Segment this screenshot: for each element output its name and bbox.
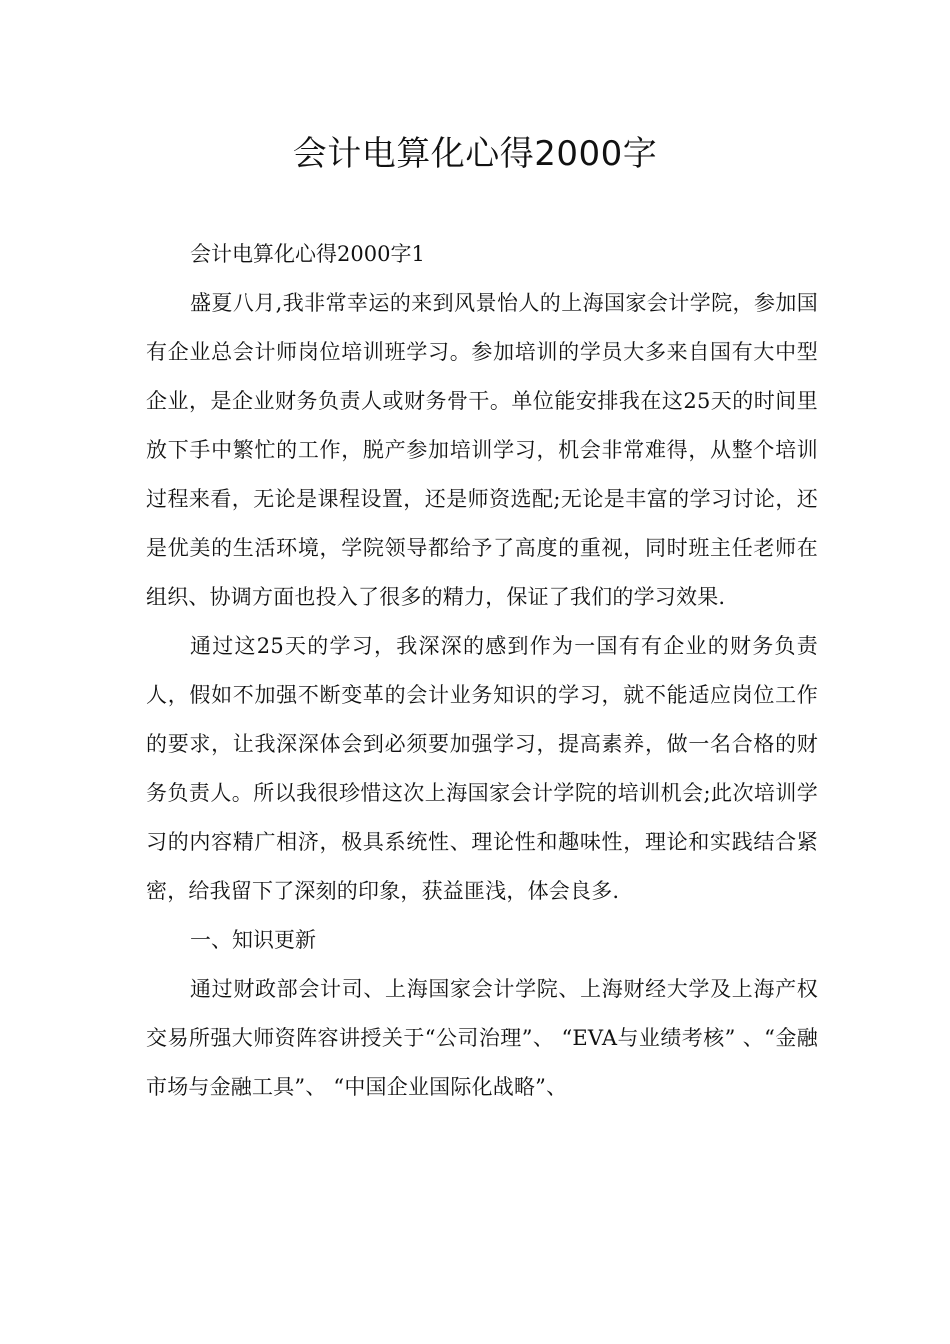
document-title: 会计电算化心得2000字: [292, 134, 658, 174]
paragraph-1: 盛夏八月,我非常幸运的来到风景怡人的上海国家会计学院，参加国有企业总会计师岗位培训班学习。参加培训的学员大多来自国有大中型企业，是企业财务负责人或财务骨干。单位能安排我在这25天的时间里放下手中繁忙的工作，脱产参加培训学习，机会非常难得，从整个培训过程来看，无论是课程设置，还是师资选配;无论是丰富的学习讨论，还是优美的生活环境，学院领导都给予了高度的重视，同时班主任老师在组织、协调方面也投入了很多的精力，保证了我们的学习效果.: [146, 291, 818, 609]
document-subtitle: 会计电算化心得2000字1: [190, 242, 425, 266]
section-heading: 一、知识更新: [190, 928, 316, 952]
paragraph-2: 通过这25天的学习，我深深的感到作为一国有有企业的财务负责人，假如不加强不断变革的会计业务知识的学习，就不能适应岗位工作的要求，让我深深体会到必须要加强学习，提高素养，做一名合格的财务负责人。所以我很珍惜这次上海国家会计学院的培训机会;此次培训学习的内容精广相济，极具系统性、理论性和趣味性，理论和实践结合紧密，给我留下了深刻的印象，获益匪浅，体会良多.: [146, 634, 818, 903]
document-body: [146, 230, 818, 1112]
paragraph-3: 通过财政部会计司、上海国家会计学院、上海财经大学及上海产权交易所强大师资阵容讲授关于“公司治理”、 “EVA与业绩考核” 、“金融市场与金融工具”、 “中国企业国际化战略”、: [146, 977, 818, 1099]
